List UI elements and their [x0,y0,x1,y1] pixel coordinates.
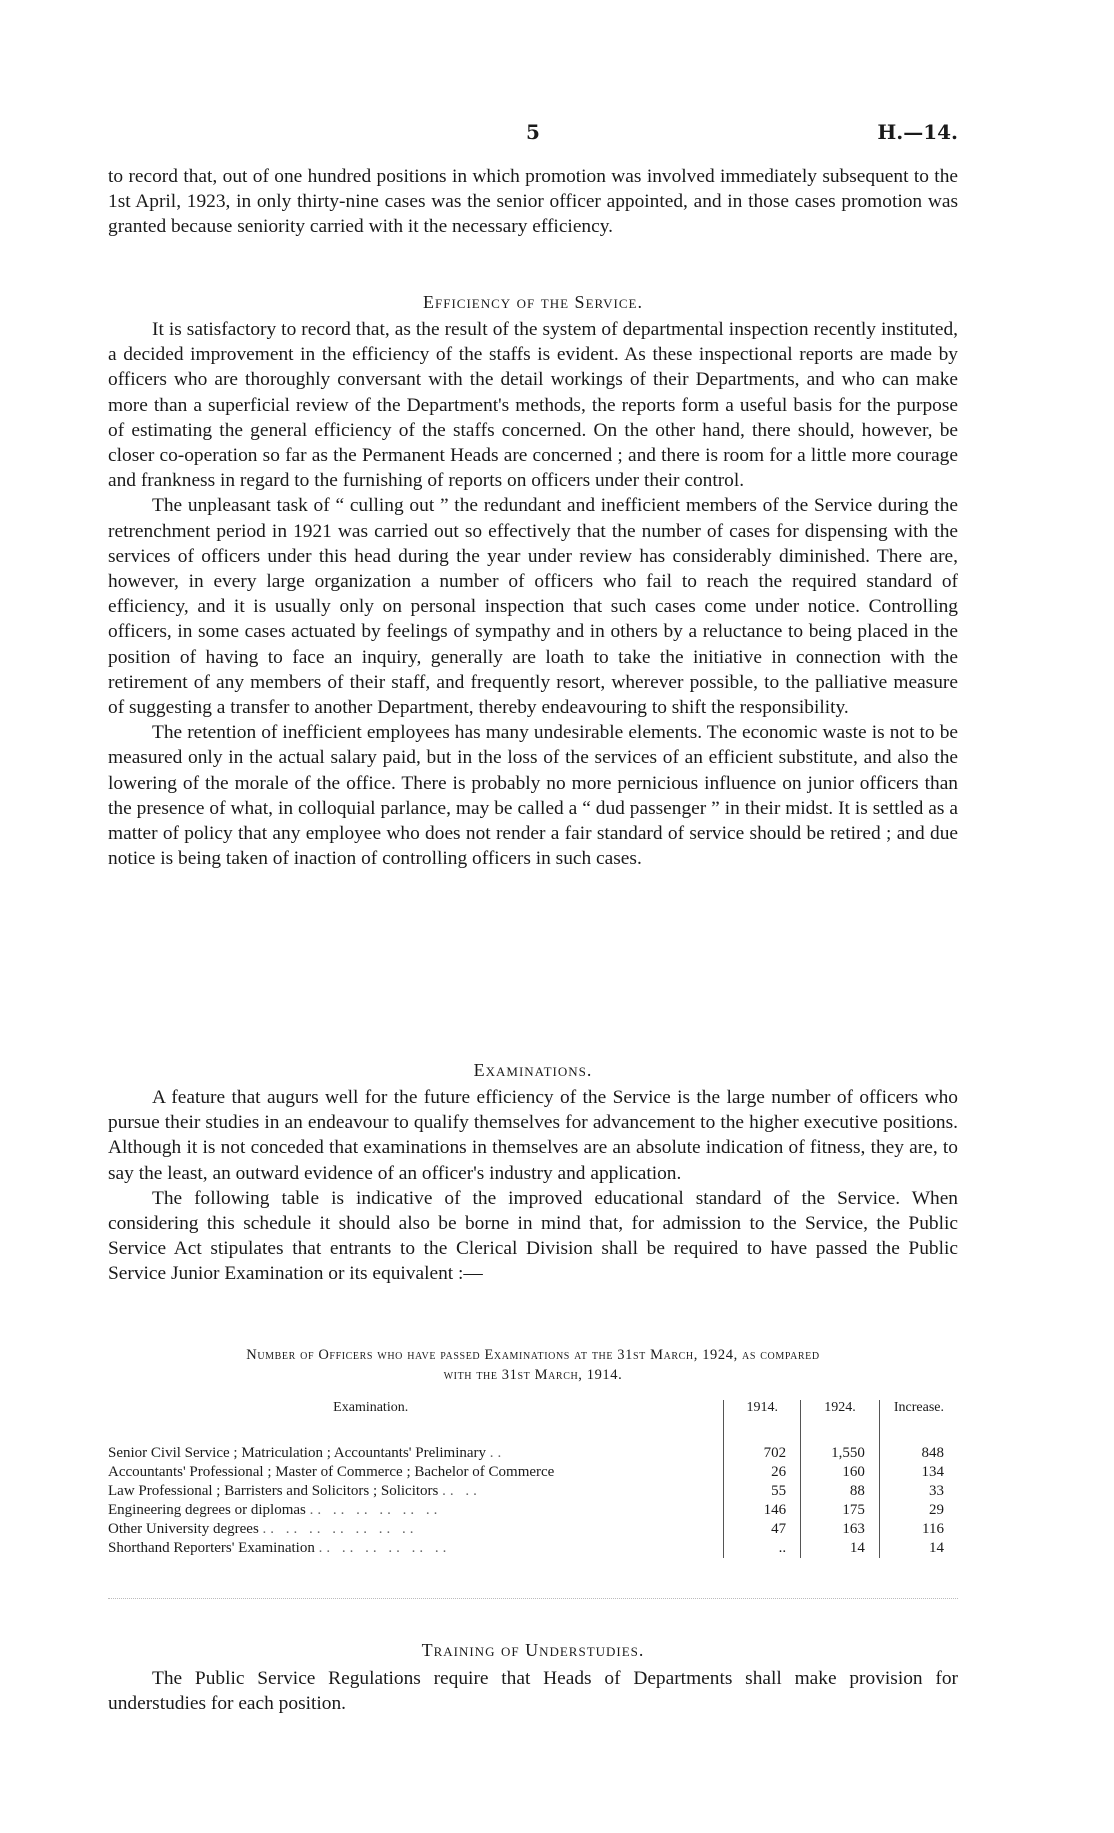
value-increase: 848 [879,1444,958,1463]
exam-cell [108,1444,724,1463]
table-row [108,1501,958,1520]
table-caption [108,1345,958,1385]
exam-name: Other University degrees [108,1521,259,1537]
value-increase: 29 [879,1501,958,1520]
examinations-paragraph-1: A feature that augurs well for the future efficiency of the Service is the large number of officers who pursue their studies in an endeavour to qualify themselves for advancement to the higher executive positions. Although it is not conceded that examinations in themselves are an absolute indication of fitness, they are, to say the least, an outward evidence of an officer's industry and application. [108,1087,958,1184]
column-header-1914: 1914. [724,1400,801,1444]
efficiency-paragraph-3: The retention of inefficient employees has many undesirable elements. The economic waste is not to be measured only in the actual salary paid, but in the loss of the services of an efficient substitute, and also the lowering of the morale of the office. There is probably no more pernicious influence on junior officers than the presence of what, in colloquial parlance, may be called a “ dud passenger ” in their midst. It is settled as a matter of policy that any employee who does not render a fair standard of service should be retired ; and due notice is being taken of inaction of controlling officers in such cases. [108,722,958,870]
value-1924: 1,550 [801,1444,880,1463]
value-1924: 160 [801,1463,880,1482]
leader-dots: .. .. [442,1483,481,1499]
intro-paragraph: to record that, out of one hundred positions in which promotion was involved immediately subsequent to the 1st April, 1923, in only thirty-nine cases was the senior officer appointed, and in those cases promotion was granted because seniority carried with it the necessary efficiency. [108,166,958,238]
value-1924: 163 [801,1520,880,1539]
table-caption-line-1: Number of Officers who have passed Examinations at the 31st March, 1924, as compared [246,1347,820,1363]
value-increase: 33 [879,1482,958,1501]
efficiency-section [108,317,958,871]
exam-cell [108,1482,724,1501]
page-header [108,120,958,150]
efficiency-heading: Efficiency of the Service. [423,292,643,312]
examinations-paragraph-2: The following table is indicative of the improved educational standard of the Service. When considering this schedule it should also be borne in mind that, for admission to the Service, the Public Service Act stipulates that entrants to the Clerical Division shall be required to have passed the Public Service Junior Examination or its equivalent :— [108,1187,958,1285]
exam-cell [108,1539,724,1558]
table-row [108,1463,958,1482]
examinations-section [108,1085,958,1287]
exam-name: Senior Civil Service ; Matriculation ; Accountants' Preliminary [108,1445,487,1461]
table-row [108,1444,958,1463]
table-header-row [108,1400,958,1444]
table-row [108,1520,958,1539]
column-header-1924: 1924. [801,1400,880,1444]
table-caption-line-2: with the 31st March, 1914. [443,1367,623,1383]
table-row [108,1482,958,1501]
value-1914: .. [724,1539,801,1558]
table-bottom-rule [108,1598,958,1599]
value-1914: 702 [724,1444,801,1463]
value-1914: 55 [724,1482,801,1501]
training-heading: Training of Understudies. [421,1640,645,1660]
value-1924: 14 [801,1539,880,1558]
value-1924: 175 [801,1501,880,1520]
exam-cell [108,1520,724,1539]
value-1924: 88 [801,1482,880,1501]
column-header-increase: Increase. [879,1400,958,1444]
training-section [108,1666,958,1716]
efficiency-paragraph-2: The unpleasant task of “ culling out ” the redundant and inefficient members of the Service during the retrenchment period in 1921 was carried out so effectively that the number of cases for dispensing with the services of officers under this head during the year under review has considerably diminished. There are, however, in every large organization a number of officers who fail to reach the required standard of efficiency, and it is usually only on personal inspection that such cases come under notice. Controlling officers, in some cases actuated by feelings of sympathy and in others by a reluctance to being placed in the position of having to face an inquiry, generally are loath to take the initiative in connection with the retirement of any members of their staff, and frequently resort, wherever possible, to the palliative measure of suggesting a transfer to another Department, thereby endeavouring to shift the responsibility. [108,495,958,719]
value-1914: 47 [724,1520,801,1539]
examinations-table [108,1400,958,1558]
value-1914: 146 [724,1501,801,1520]
exam-name: Engineering degrees or diplomas [108,1502,306,1518]
value-increase: 134 [879,1463,958,1482]
efficiency-paragraph-1: It is satisfactory to record that, as the result of the system of departmental inspection recently instituted, a decided improvement in the efficiency of the staffs is evident. As these inspectional reports are made by officers who are thoroughly conversant with the detail workings of their Departments, and who can make more than a superficial review of the Department's methods, the reports form a useful basis for the purpose of estimating the general efficiency of the staffs concerned. On the other hand, there should, however, be closer co-operation so far as the Permanent Heads are concerned ; and there is room for a little more courage and frankness in regard to the furnishing of reports on officers under their control. [108,319,958,492]
exam-name: Accountants' Professional ; Master of Commerce ; Bachelor of Commerce [108,1464,555,1480]
exam-name: Shorthand Reporters' Examination [108,1540,315,1556]
exam-cell [108,1463,724,1482]
exam-name: Law Professional ; Barristers and Solicitors ; Solicitors [108,1483,439,1499]
examinations-heading: Examinations. [473,1060,593,1080]
value-1914: 26 [724,1463,801,1482]
training-paragraph: The Public Service Regulations require that Heads of Departments shall make provision for understudies for each position. [108,1668,958,1715]
leader-dots: .. .. .. .. .. .. [309,1502,442,1518]
exam-cell [108,1501,724,1520]
leader-dots: .. .. .. .. .. .. .. [262,1521,418,1537]
intro-paragraph-block [108,164,958,240]
column-header-examination: Examination. [333,1400,409,1415]
table-row [108,1539,958,1558]
leader-dots: .. .. .. .. .. .. [318,1540,451,1556]
value-increase: 116 [879,1520,958,1539]
page-number: 5 [526,120,540,144]
value-increase: 14 [879,1539,958,1558]
document-reference: H.—14. [877,120,958,144]
leader-dots: .. [489,1445,506,1461]
